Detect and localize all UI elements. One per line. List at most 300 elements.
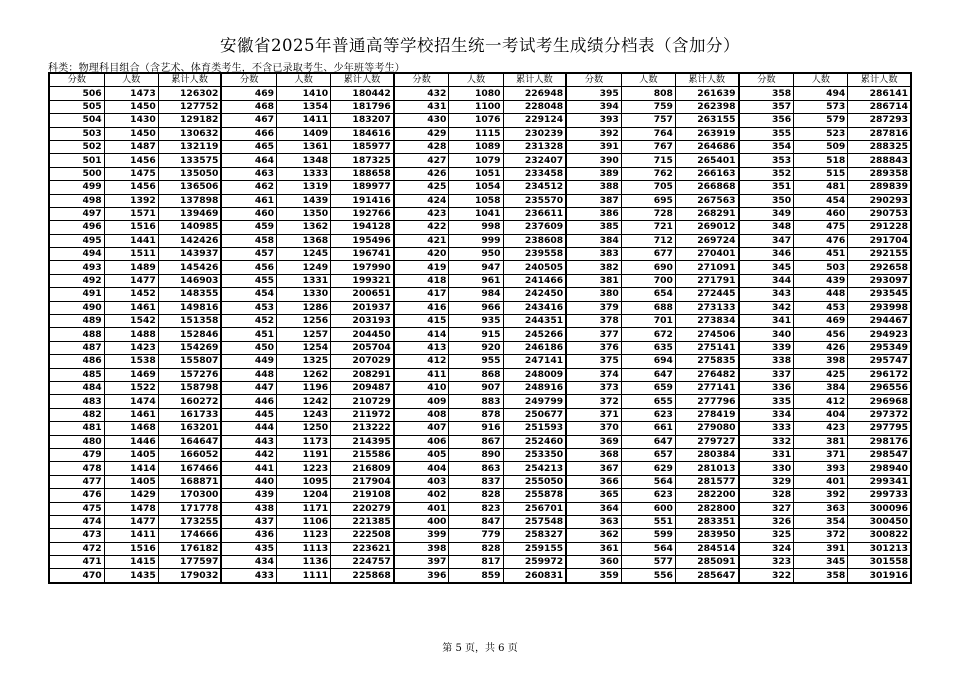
score-cell: 397 [394, 556, 449, 569]
cumulative-cell: 230239 [503, 127, 566, 140]
count-cell: 1542 [104, 315, 158, 328]
score-cell: 330 [739, 462, 794, 475]
score-cell: 435 [221, 542, 276, 555]
score-cell: 484 [49, 381, 104, 394]
cumulative-cell: 247141 [503, 355, 566, 368]
cumulative-cell: 173255 [158, 515, 221, 528]
count-cell: 1286 [277, 301, 331, 314]
count-cell: 1051 [449, 167, 503, 180]
score-cell: 461 [221, 194, 276, 207]
cumulative-cell: 196741 [331, 248, 394, 261]
count-cell: 451 [794, 248, 848, 261]
cumulative-cell: 263155 [675, 114, 738, 127]
score-cell: 372 [566, 395, 621, 408]
cumulative-cell: 277141 [675, 381, 738, 394]
score-cell: 414 [394, 328, 449, 341]
count-cell: 401 [794, 475, 848, 488]
count-cell: 1405 [104, 448, 158, 461]
table-row [49, 529, 911, 542]
score-cell: 407 [394, 422, 449, 435]
cumulative-cell: 255050 [503, 475, 566, 488]
count-cell: 1243 [277, 408, 331, 421]
score-cell: 327 [739, 502, 794, 515]
score-cell: 396 [394, 569, 449, 583]
score-cell: 322 [739, 569, 794, 583]
score-cell: 421 [394, 234, 449, 247]
cumulative-cell: 140985 [158, 221, 221, 234]
cumulative-cell: 191416 [331, 194, 394, 207]
score-cell: 460 [221, 207, 276, 220]
score-cell: 458 [221, 234, 276, 247]
score-cell: 404 [394, 462, 449, 475]
cumulative-cell: 301558 [848, 556, 911, 569]
count-cell: 358 [794, 569, 848, 583]
count-cell: 907 [449, 381, 503, 394]
score-cell: 428 [394, 140, 449, 153]
score-cell: 448 [221, 368, 276, 381]
count-cell: 1100 [449, 100, 503, 113]
header-cumulative: 累计人数 [158, 73, 221, 87]
count-cell: 817 [449, 556, 503, 569]
cumulative-cell: 199321 [331, 274, 394, 287]
count-cell: 915 [449, 328, 503, 341]
category-subtitle: 科类：物理科目组合（含艺术、体育类考生，不含已录取考生、少年班等考生） [48, 63, 405, 74]
count-cell: 412 [794, 395, 848, 408]
count-cell: 623 [621, 408, 675, 421]
count-cell: 955 [449, 355, 503, 368]
score-cell: 363 [566, 515, 621, 528]
cumulative-cell: 281013 [675, 462, 738, 475]
count-cell: 426 [794, 341, 848, 354]
count-cell: 372 [794, 529, 848, 542]
cumulative-cell: 214395 [331, 435, 394, 448]
count-cell: 712 [621, 234, 675, 247]
cumulative-cell: 148355 [158, 288, 221, 301]
cumulative-cell: 255878 [503, 489, 566, 502]
count-cell: 808 [621, 87, 675, 100]
count-cell: 1516 [104, 221, 158, 234]
score-cell: 495 [49, 234, 104, 247]
cumulative-cell: 272445 [675, 288, 738, 301]
count-cell: 700 [621, 274, 675, 287]
cumulative-cell: 236611 [503, 207, 566, 220]
header-score: 分数 [394, 73, 449, 87]
table-row [49, 234, 911, 247]
cumulative-cell: 267563 [675, 194, 738, 207]
score-cell: 492 [49, 274, 104, 287]
score-cell: 490 [49, 301, 104, 314]
count-cell: 867 [449, 435, 503, 448]
count-cell: 1452 [104, 288, 158, 301]
count-cell: 1257 [277, 328, 331, 341]
score-cell: 334 [739, 408, 794, 421]
count-cell: 1095 [277, 475, 331, 488]
cumulative-cell: 270401 [675, 248, 738, 261]
count-cell: 363 [794, 502, 848, 515]
count-cell: 384 [794, 381, 848, 394]
score-cell: 454 [221, 288, 276, 301]
header-cumulative: 累计人数 [675, 73, 738, 87]
count-cell: 345 [794, 556, 848, 569]
table-row [49, 288, 911, 301]
cumulative-cell: 285091 [675, 556, 738, 569]
score-cell: 343 [739, 288, 794, 301]
cumulative-cell: 278419 [675, 408, 738, 421]
count-cell: 1111 [277, 569, 331, 583]
table-row [49, 328, 911, 341]
header-count: 人数 [449, 73, 503, 87]
count-cell: 573 [794, 100, 848, 113]
count-cell: 1446 [104, 435, 158, 448]
cumulative-cell: 290293 [848, 194, 911, 207]
score-cell: 415 [394, 315, 449, 328]
score-cell: 441 [221, 462, 276, 475]
score-cell: 479 [49, 448, 104, 461]
cumulative-cell: 280384 [675, 448, 738, 461]
table-row [49, 502, 911, 515]
cumulative-cell: 244351 [503, 315, 566, 328]
score-cell: 385 [566, 221, 621, 234]
score-cell: 494 [49, 248, 104, 261]
score-cell: 451 [221, 328, 276, 341]
score-cell: 425 [394, 181, 449, 194]
score-cell: 358 [739, 87, 794, 100]
score-cell: 405 [394, 448, 449, 461]
score-cell: 379 [566, 301, 621, 314]
count-cell: 890 [449, 448, 503, 461]
cumulative-cell: 170300 [158, 489, 221, 502]
count-cell: 1405 [104, 475, 158, 488]
table-row [49, 315, 911, 328]
count-cell: 1076 [449, 114, 503, 127]
count-cell: 1354 [277, 100, 331, 113]
count-cell: 1415 [104, 556, 158, 569]
count-cell: 1410 [277, 87, 331, 100]
cumulative-cell: 298940 [848, 462, 911, 475]
count-cell: 868 [449, 368, 503, 381]
cumulative-cell: 266868 [675, 181, 738, 194]
cumulative-cell: 201937 [331, 301, 394, 314]
cumulative-cell: 129182 [158, 114, 221, 127]
cumulative-cell: 245266 [503, 328, 566, 341]
cumulative-cell: 183207 [331, 114, 394, 127]
score-cell: 498 [49, 194, 104, 207]
count-cell: 721 [621, 221, 675, 234]
cumulative-cell: 296556 [848, 381, 911, 394]
score-cell: 417 [394, 288, 449, 301]
table-header-row [49, 73, 911, 87]
cumulative-cell: 220279 [331, 502, 394, 515]
score-cell: 457 [221, 248, 276, 261]
count-cell: 579 [794, 114, 848, 127]
score-cell: 374 [566, 368, 621, 381]
table-row [49, 515, 911, 528]
score-cell: 395 [566, 87, 621, 100]
count-cell: 1392 [104, 194, 158, 207]
count-cell: 393 [794, 462, 848, 475]
count-cell: 659 [621, 381, 675, 394]
count-cell: 998 [449, 221, 503, 234]
cumulative-cell: 277796 [675, 395, 738, 408]
count-cell: 701 [621, 315, 675, 328]
cumulative-cell: 293545 [848, 288, 911, 301]
cumulative-cell: 197990 [331, 261, 394, 274]
score-cell: 340 [739, 328, 794, 341]
cumulative-cell: 258327 [503, 529, 566, 542]
count-cell: 1256 [277, 315, 331, 328]
cumulative-cell: 194128 [331, 221, 394, 234]
score-cell: 413 [394, 341, 449, 354]
count-cell: 1350 [277, 207, 331, 220]
score-cell: 462 [221, 181, 276, 194]
score-cell: 345 [739, 261, 794, 274]
score-cell: 376 [566, 341, 621, 354]
score-cell: 344 [739, 274, 794, 287]
count-cell: 509 [794, 140, 848, 153]
table-row [49, 181, 911, 194]
count-cell: 439 [794, 274, 848, 287]
cumulative-cell: 271791 [675, 274, 738, 287]
header-score: 分数 [221, 73, 276, 87]
score-cell: 424 [394, 194, 449, 207]
count-cell: 1474 [104, 395, 158, 408]
table-row [49, 167, 911, 180]
cumulative-cell: 226948 [503, 87, 566, 100]
cumulative-cell: 143937 [158, 248, 221, 261]
cumulative-cell: 208291 [331, 368, 394, 381]
table-row [49, 274, 911, 287]
cumulative-cell: 136506 [158, 181, 221, 194]
count-cell: 647 [621, 368, 675, 381]
cumulative-cell: 151358 [158, 315, 221, 328]
table-row [49, 87, 911, 100]
count-cell: 1361 [277, 140, 331, 153]
page-title: 安徽省2025年普通高等学校招生统一考试考生成绩分档表（含加分） [220, 36, 740, 55]
score-cell: 361 [566, 542, 621, 555]
score-cell: 346 [739, 248, 794, 261]
count-cell: 1136 [277, 556, 331, 569]
count-cell: 757 [621, 114, 675, 127]
cumulative-cell: 279080 [675, 422, 738, 435]
count-cell: 1456 [104, 181, 158, 194]
cumulative-cell: 249799 [503, 395, 566, 408]
cumulative-cell: 127752 [158, 100, 221, 113]
cumulative-cell: 157276 [158, 368, 221, 381]
cumulative-cell: 215586 [331, 448, 394, 461]
cumulative-cell: 253350 [503, 448, 566, 461]
cumulative-cell: 297795 [848, 422, 911, 435]
table-body [49, 87, 911, 583]
score-cell: 499 [49, 181, 104, 194]
cumulative-cell: 271091 [675, 261, 738, 274]
score-cell: 446 [221, 395, 276, 408]
score-cell: 433 [221, 569, 276, 583]
score-cell: 381 [566, 274, 621, 287]
score-cell: 331 [739, 448, 794, 461]
score-cell: 336 [739, 381, 794, 394]
count-cell: 823 [449, 502, 503, 515]
cumulative-cell: 231328 [503, 140, 566, 153]
cumulative-cell: 287293 [848, 114, 911, 127]
cumulative-cell: 188658 [331, 167, 394, 180]
score-cell: 422 [394, 221, 449, 234]
cumulative-cell: 142426 [158, 234, 221, 247]
score-cell: 467 [221, 114, 276, 127]
score-distribution-table [48, 72, 912, 584]
count-cell: 1250 [277, 422, 331, 435]
cumulative-cell: 254213 [503, 462, 566, 475]
count-cell: 1477 [104, 515, 158, 528]
header-count: 人数 [277, 73, 331, 87]
score-cell: 491 [49, 288, 104, 301]
count-cell: 600 [621, 502, 675, 515]
cumulative-cell: 239558 [503, 248, 566, 261]
cumulative-cell: 292658 [848, 261, 911, 274]
cumulative-cell: 288843 [848, 154, 911, 167]
cumulative-cell: 301213 [848, 542, 911, 555]
count-cell: 1262 [277, 368, 331, 381]
cumulative-cell: 294467 [848, 315, 911, 328]
count-cell: 935 [449, 315, 503, 328]
count-cell: 1249 [277, 261, 331, 274]
cumulative-cell: 246186 [503, 341, 566, 354]
score-cell: 420 [394, 248, 449, 261]
score-cell: 434 [221, 556, 276, 569]
score-cell: 471 [49, 556, 104, 569]
count-cell: 494 [794, 87, 848, 100]
cumulative-cell: 299341 [848, 475, 911, 488]
count-cell: 647 [621, 435, 675, 448]
cumulative-cell: 295747 [848, 355, 911, 368]
score-cell: 399 [394, 529, 449, 542]
score-cell: 506 [49, 87, 104, 100]
count-cell: 1441 [104, 234, 158, 247]
cumulative-cell: 291228 [848, 221, 911, 234]
cumulative-cell: 152846 [158, 328, 221, 341]
score-cell: 369 [566, 435, 621, 448]
cumulative-cell: 213222 [331, 422, 394, 435]
score-cell: 393 [566, 114, 621, 127]
cumulative-cell: 250677 [503, 408, 566, 421]
cumulative-cell: 205704 [331, 341, 394, 354]
cumulative-cell: 132119 [158, 140, 221, 153]
score-cell: 476 [49, 489, 104, 502]
score-cell: 442 [221, 448, 276, 461]
cumulative-cell: 296172 [848, 368, 911, 381]
cumulative-cell: 133575 [158, 154, 221, 167]
count-cell: 556 [621, 569, 675, 583]
table-row [49, 569, 911, 583]
cumulative-cell: 126302 [158, 87, 221, 100]
score-cell: 389 [566, 167, 621, 180]
cumulative-cell: 216809 [331, 462, 394, 475]
count-cell: 1461 [104, 408, 158, 421]
count-cell: 677 [621, 248, 675, 261]
score-cell: 392 [566, 127, 621, 140]
cumulative-cell: 290753 [848, 207, 911, 220]
cumulative-cell: 294923 [848, 328, 911, 341]
score-cell: 380 [566, 288, 621, 301]
score-cell: 359 [566, 569, 621, 583]
score-cell: 382 [566, 261, 621, 274]
count-cell: 1041 [449, 207, 503, 220]
count-cell: 1516 [104, 542, 158, 555]
count-cell: 515 [794, 167, 848, 180]
cumulative-cell: 223621 [331, 542, 394, 555]
score-cell: 440 [221, 475, 276, 488]
count-cell: 837 [449, 475, 503, 488]
score-cell: 353 [739, 154, 794, 167]
score-cell: 432 [394, 87, 449, 100]
table-row [49, 422, 911, 435]
count-cell: 695 [621, 194, 675, 207]
count-cell: 1242 [277, 395, 331, 408]
cumulative-cell: 130632 [158, 127, 221, 140]
page-footer: 第 5 页，共 6 页 [442, 643, 518, 654]
score-cell: 391 [566, 140, 621, 153]
cumulative-cell: 207029 [331, 355, 394, 368]
header-cumulative: 累计人数 [848, 73, 911, 87]
score-cell: 371 [566, 408, 621, 421]
cumulative-cell: 301916 [848, 569, 911, 583]
count-cell: 1456 [104, 154, 158, 167]
cumulative-cell: 241466 [503, 274, 566, 287]
cumulative-cell: 185977 [331, 140, 394, 153]
count-cell: 1058 [449, 194, 503, 207]
cumulative-cell: 171778 [158, 502, 221, 515]
cumulative-cell: 211972 [331, 408, 394, 421]
count-cell: 657 [621, 448, 675, 461]
score-cell: 400 [394, 515, 449, 528]
cumulative-cell: 283950 [675, 529, 738, 542]
score-cell: 355 [739, 127, 794, 140]
score-cell: 473 [49, 529, 104, 542]
score-cell: 447 [221, 381, 276, 394]
count-cell: 672 [621, 328, 675, 341]
score-cell: 341 [739, 315, 794, 328]
cumulative-cell: 158798 [158, 381, 221, 394]
count-cell: 1477 [104, 274, 158, 287]
cumulative-cell: 184616 [331, 127, 394, 140]
count-cell: 1362 [277, 221, 331, 234]
count-cell: 1488 [104, 328, 158, 341]
table-row [49, 248, 911, 261]
score-cell: 373 [566, 381, 621, 394]
score-cell: 366 [566, 475, 621, 488]
score-cell: 496 [49, 221, 104, 234]
score-cell: 449 [221, 355, 276, 368]
score-cell: 338 [739, 355, 794, 368]
cumulative-cell: 187325 [331, 154, 394, 167]
score-cell: 350 [739, 194, 794, 207]
cumulative-cell: 296968 [848, 395, 911, 408]
score-cell: 488 [49, 328, 104, 341]
cumulative-cell: 166052 [158, 448, 221, 461]
cumulative-cell: 264686 [675, 140, 738, 153]
cumulative-cell: 259155 [503, 542, 566, 555]
count-cell: 759 [621, 100, 675, 113]
score-cell: 356 [739, 114, 794, 127]
score-cell: 444 [221, 422, 276, 435]
score-cell: 423 [394, 207, 449, 220]
count-cell: 1348 [277, 154, 331, 167]
cumulative-cell: 221385 [331, 515, 394, 528]
table-row [49, 194, 911, 207]
count-cell: 1113 [277, 542, 331, 555]
count-cell: 503 [794, 261, 848, 274]
score-cell: 465 [221, 140, 276, 153]
cumulative-cell: 295349 [848, 341, 911, 354]
